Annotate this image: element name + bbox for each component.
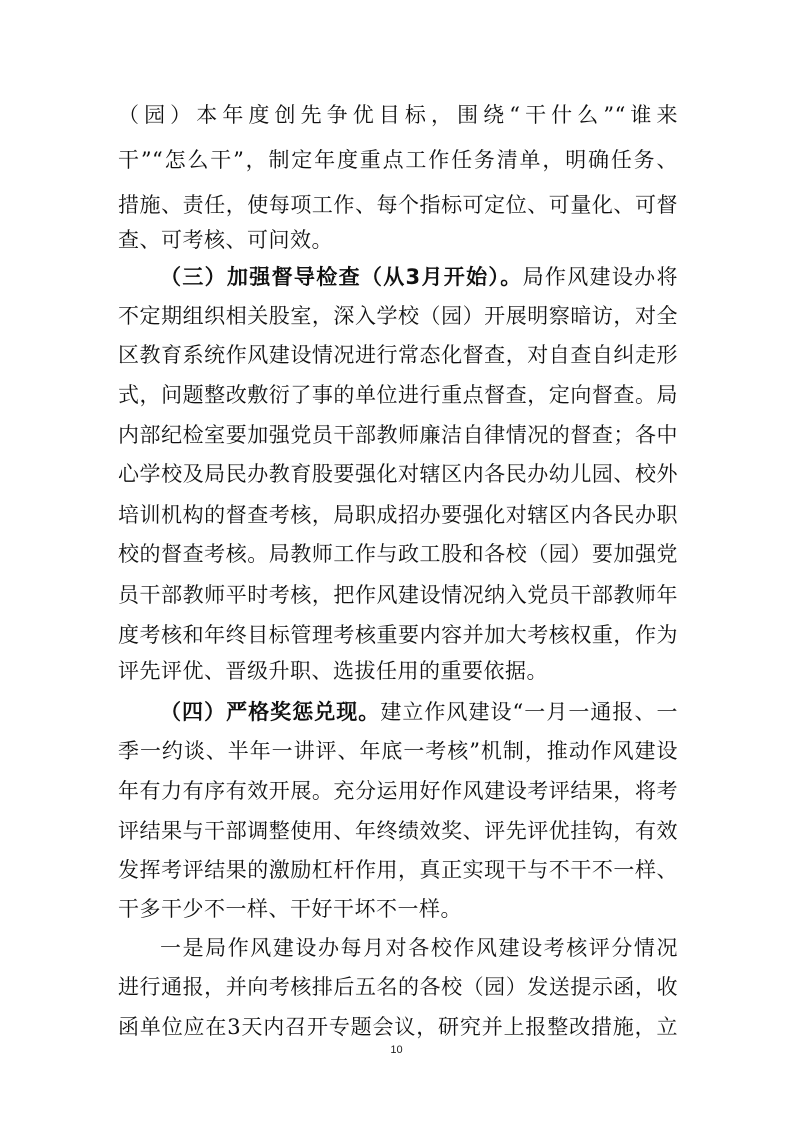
body-text-line: 评先评优、晋级升职、选拔任用的重要依据。 (118, 659, 548, 683)
body-text: 局作风建设办将 (522, 265, 678, 289)
body-text-line: 一是局作风建设办每月对各校作风建设考核评分情况 (160, 936, 678, 960)
section-heading: （三）加强督导检查（从3月开始）。 (160, 265, 523, 289)
body-text-line: 年有力有序有效开展。充分运用好作风建设考评结果，将考 (118, 779, 678, 803)
body-text-line: 措施、责任，使每项工作、每个指标可定位、可量化、可督 (118, 193, 678, 217)
body-text-line: 区教育系统作风建设情况进行常态化督查，对自查自纠走形 (118, 343, 678, 367)
body-text-line: 心学校及局民办教育股要强化对辖区内各民办幼儿园、校外 (118, 462, 678, 486)
body-text-line: 内部纪检室要加强党员干部教师廉洁自律情况的督查；各中 (118, 423, 678, 447)
page-number: 10 (390, 1044, 403, 1056)
body-text-line: 培训机构的督查考核，局职成招办要强化对辖区内各民办职 (118, 503, 678, 527)
body-text: 建立作风建设“一月一通报、一 (380, 700, 678, 724)
body-text-line: 员干部教师平时考核，把作风建设情况纳入党员干部教师年 (118, 583, 678, 607)
body-text-line: 不定期组织相关股室，深入学校（园）开展明察暗访，对全 (118, 304, 678, 328)
section-heading-line (160, 262, 678, 292)
body-text-line: 函单位应在3天内召开专题会议，研究并上报整改措施，立 (118, 1015, 678, 1039)
body-text-line: 发挥考评结果的激励杠杆作用，真正实现干与不干不一样、 (118, 858, 678, 882)
body-text-line: 校的督查考核。局教师工作与政工股和各校（园）要加强党 (118, 542, 678, 566)
body-text-line: 季一约谈、半年一讲评、年底一考核”机制，推动作风建设 (118, 739, 678, 763)
section-heading-line (160, 697, 678, 727)
body-text-line: 式，问题整改敷衍了事的单位进行重点督查，定向督查。局 (118, 383, 678, 407)
body-text-line: 干”“怎么干”，制定年度重点工作任务清单，明确任务、 (118, 148, 678, 172)
body-text-line: 查、可考核、可问效。 (118, 228, 333, 252)
section-heading: （四）严格奖惩兑现。 (160, 700, 381, 724)
body-text-line: 度考核和年终目标管理考核重要内容并加大考核权重，作为 (118, 623, 678, 647)
body-text-line: （园）本年度创先争优目标，围绕“干什么”“谁来 (118, 103, 678, 127)
body-text-line: 进行通报，并向考核排后五名的各校（园）发送提示函，收 (118, 975, 678, 999)
body-text-line: 干多干少不一样、干好干坏不一样。 (118, 897, 462, 921)
body-text-line: 评结果与干部调整使用、年终绩效奖、评先评优挂钩，有效 (118, 819, 678, 843)
